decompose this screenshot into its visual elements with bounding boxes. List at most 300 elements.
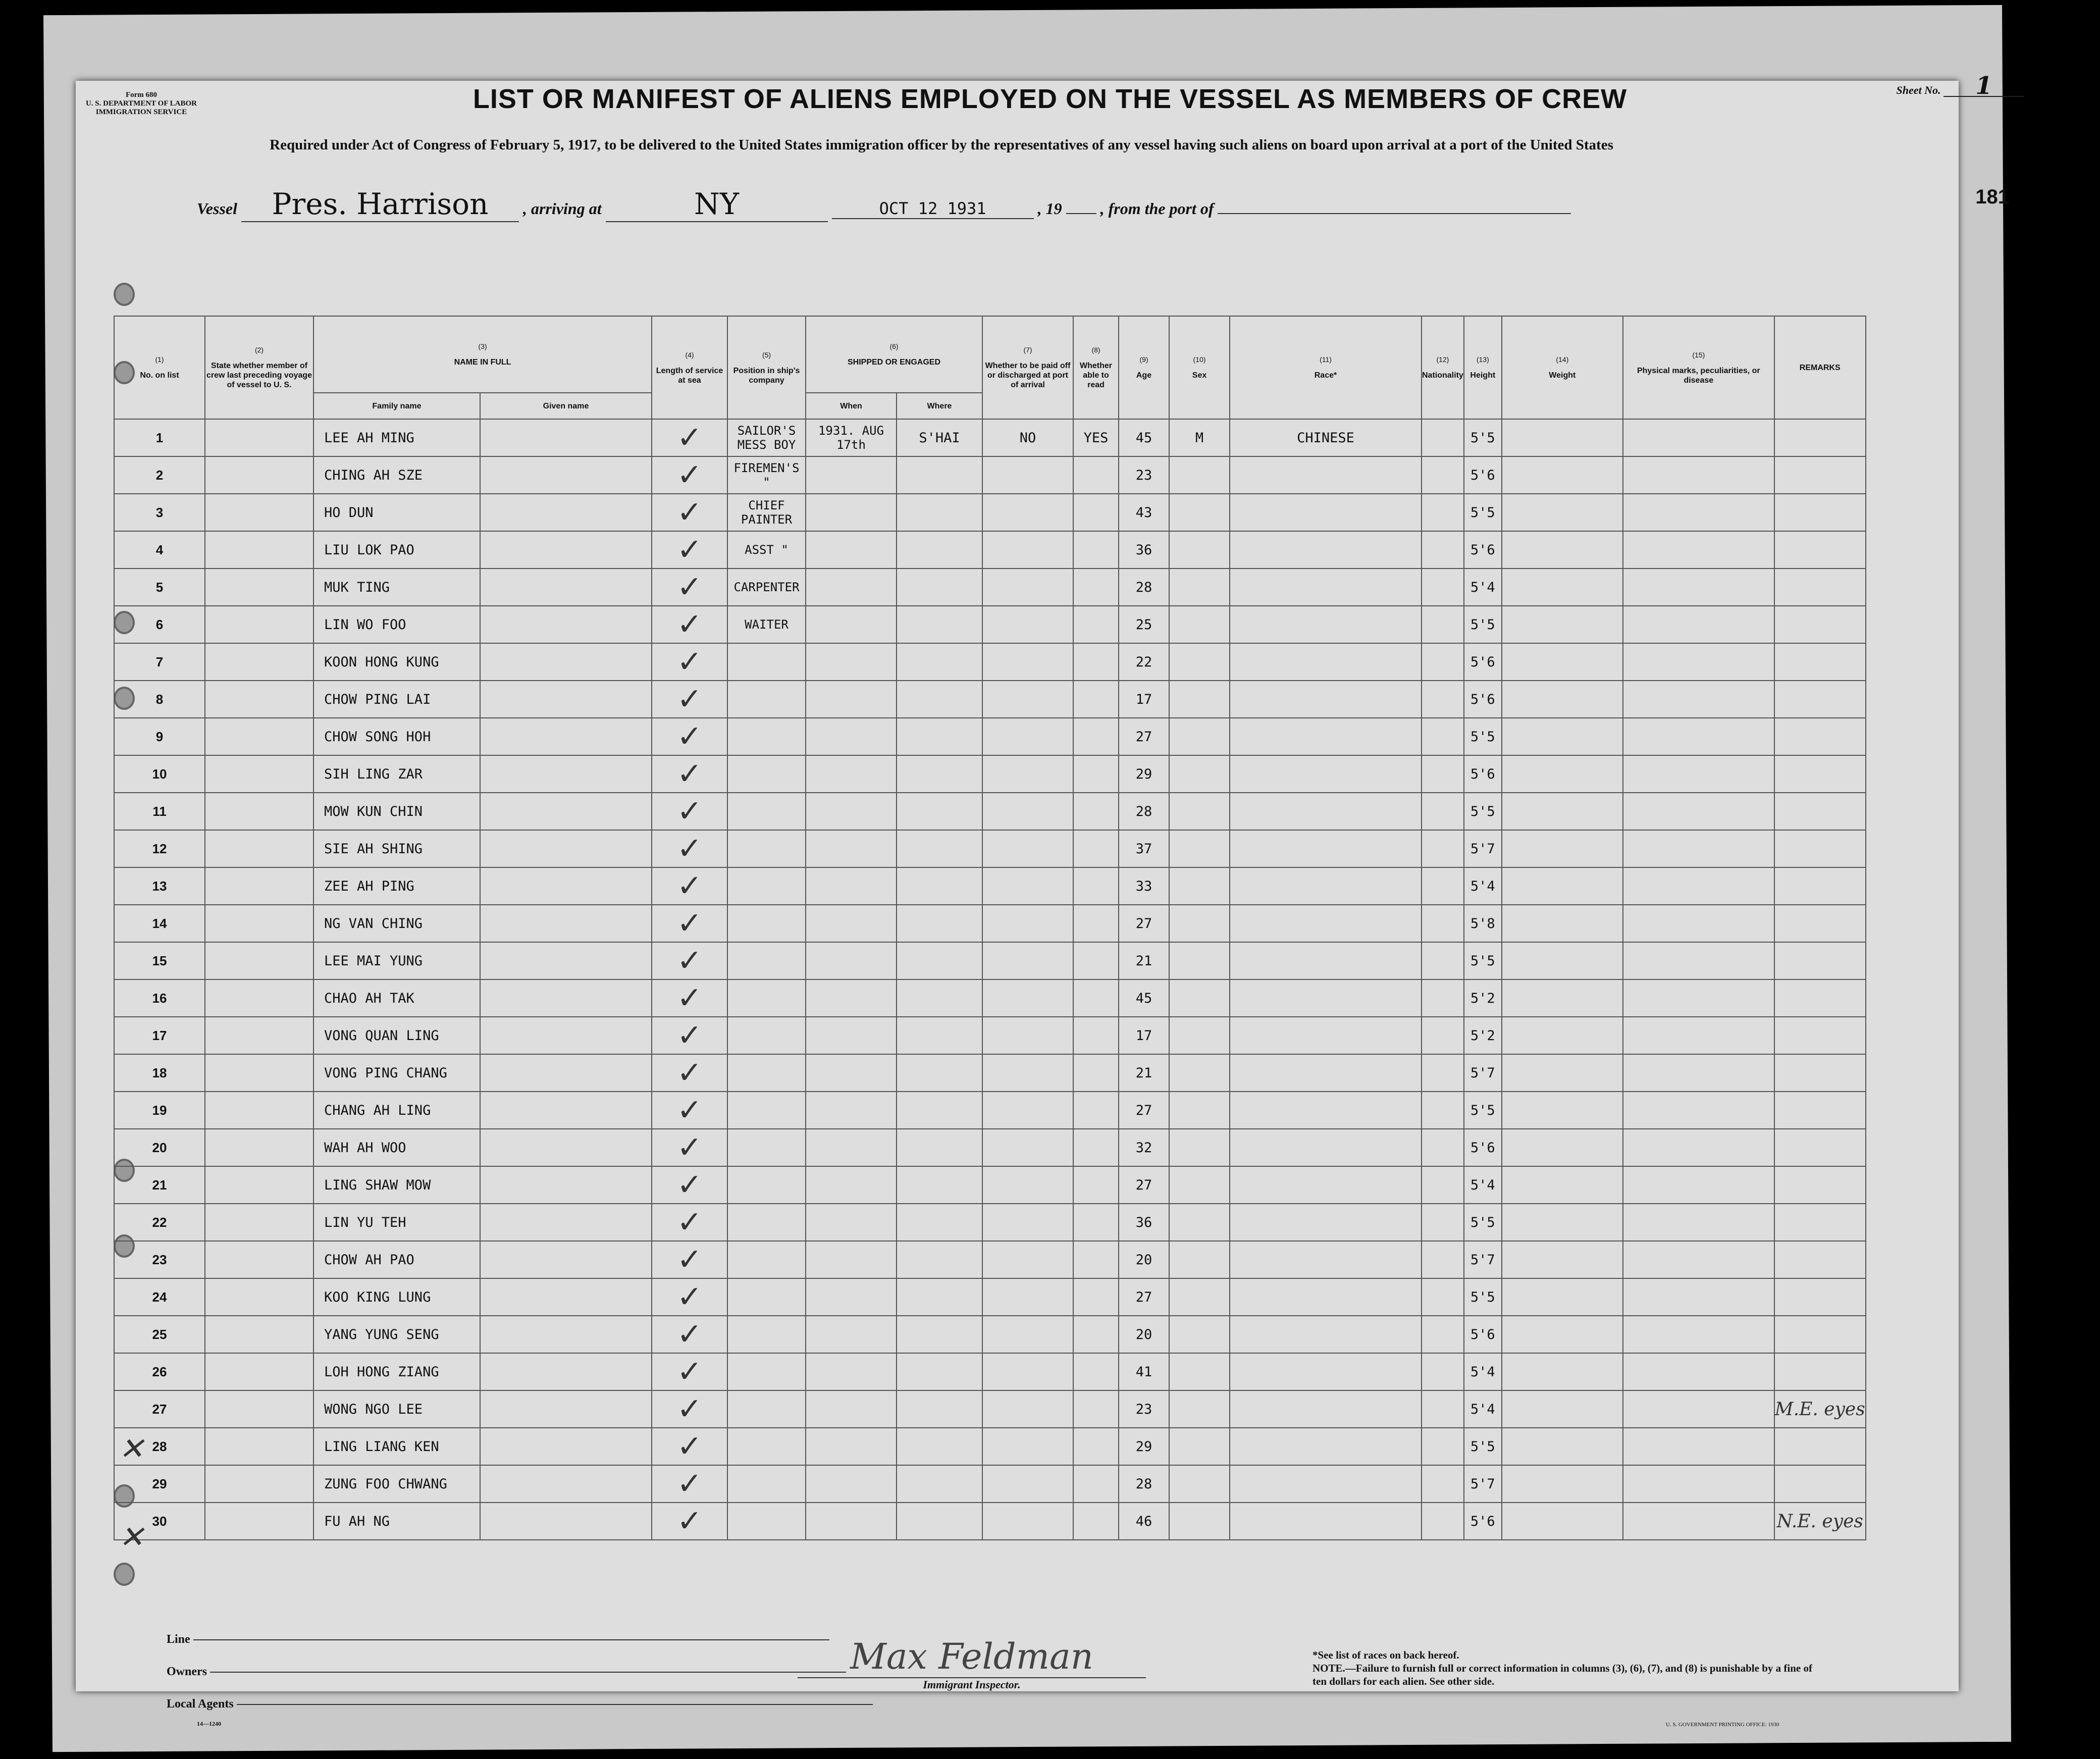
weight-cell bbox=[1502, 1204, 1623, 1241]
table-row bbox=[114, 1204, 1866, 1241]
age-cell: 37 bbox=[1119, 830, 1169, 867]
nationality-cell bbox=[1422, 606, 1464, 643]
family-name-cell: ZEE AH PING bbox=[313, 867, 480, 905]
inspector-signature: Max Feldman bbox=[850, 1636, 1093, 1677]
paid-off-cell bbox=[982, 1503, 1073, 1540]
able-to-read-cell bbox=[1073, 606, 1119, 643]
given-name-cell bbox=[480, 1390, 652, 1428]
last-voyage-cell bbox=[205, 1316, 313, 1353]
nationality-cell bbox=[1422, 681, 1464, 718]
physical-marks-cell bbox=[1623, 1465, 1774, 1503]
col-no-header: (1) No. on list bbox=[114, 316, 205, 419]
family-name-cell: ZUNG FOO CHWANG bbox=[313, 1465, 480, 1503]
shipped-where-cell bbox=[897, 1353, 982, 1390]
remarks-cell bbox=[1774, 1353, 1866, 1390]
paid-off-cell bbox=[982, 1428, 1073, 1465]
race-cell bbox=[1230, 1129, 1422, 1166]
col-read-header: (8) Whether able to read bbox=[1073, 316, 1119, 419]
physical-marks-cell bbox=[1623, 1054, 1774, 1092]
able-to-read-cell bbox=[1073, 867, 1119, 905]
shipped-when-cell bbox=[806, 1465, 897, 1503]
owners-label: Owners bbox=[167, 1665, 207, 1678]
physical-marks-cell bbox=[1623, 494, 1774, 531]
family-name-cell: MUK TING bbox=[313, 568, 480, 606]
row-number: 17 bbox=[114, 1017, 205, 1054]
shipped-when-cell bbox=[806, 1017, 897, 1054]
weight-cell bbox=[1502, 1241, 1623, 1278]
row-number: 24 bbox=[114, 1278, 205, 1316]
physical-marks-cell bbox=[1623, 979, 1774, 1017]
able-to-read-cell bbox=[1073, 979, 1119, 1017]
height-cell: 5'6 bbox=[1464, 1503, 1502, 1540]
table-row bbox=[114, 979, 1866, 1017]
able-to-read-cell bbox=[1073, 1503, 1119, 1540]
family-name-cell: KOON HONG KUNG bbox=[313, 643, 480, 681]
height-cell: 5'6 bbox=[1464, 1129, 1502, 1166]
sex-cell bbox=[1169, 1390, 1230, 1428]
height-cell: 5'5 bbox=[1464, 419, 1502, 456]
physical-marks-cell bbox=[1623, 718, 1774, 755]
able-to-read-cell bbox=[1073, 905, 1119, 942]
row-number: 22 bbox=[114, 1204, 205, 1241]
sex-cell bbox=[1169, 1241, 1230, 1278]
race-cell bbox=[1230, 793, 1422, 830]
row-number: 3 bbox=[114, 494, 205, 531]
race-cell bbox=[1230, 1017, 1422, 1054]
sex-cell bbox=[1169, 531, 1230, 568]
age-cell: 28 bbox=[1119, 568, 1169, 606]
table-row bbox=[114, 942, 1866, 979]
weight-cell bbox=[1502, 905, 1623, 942]
age-cell: 20 bbox=[1119, 1241, 1169, 1278]
document-subtitle: Required under Act of Congress of February 5, 1917, to be delivered to the United States immigration officer by the representatives of any vessel having such aliens on board upon arrival at a port of the United States bbox=[270, 137, 1613, 153]
header-row bbox=[114, 316, 1866, 393]
last-voyage-cell bbox=[205, 1166, 313, 1204]
weight-cell bbox=[1502, 1054, 1623, 1092]
paid-off-cell bbox=[982, 1017, 1073, 1054]
nationality-cell bbox=[1422, 1278, 1464, 1316]
sex-cell bbox=[1169, 1204, 1230, 1241]
able-to-read-cell bbox=[1073, 456, 1119, 494]
last-voyage-cell bbox=[205, 1204, 313, 1241]
physical-marks-cell bbox=[1623, 568, 1774, 606]
remarks-cell bbox=[1774, 942, 1866, 979]
able-to-read-cell bbox=[1073, 1166, 1119, 1204]
physical-marks-cell bbox=[1623, 1129, 1774, 1166]
nationality-cell bbox=[1422, 643, 1464, 681]
age-cell: 20 bbox=[1119, 1316, 1169, 1353]
race-cell bbox=[1230, 718, 1422, 755]
sex-cell bbox=[1169, 1166, 1230, 1204]
able-to-read-cell bbox=[1073, 942, 1119, 979]
shipped-where-cell bbox=[897, 1092, 982, 1129]
service-checkmark: ✓ bbox=[652, 1503, 727, 1540]
position-cell bbox=[727, 830, 806, 867]
age-cell: 23 bbox=[1119, 456, 1169, 494]
remarks-cell bbox=[1774, 1092, 1866, 1129]
age-cell: 28 bbox=[1119, 793, 1169, 830]
remarks-cell bbox=[1774, 1241, 1866, 1278]
shipped-when-cell bbox=[806, 1204, 897, 1241]
row-number: 21 bbox=[114, 1166, 205, 1204]
service-checkmark: ✓ bbox=[652, 830, 727, 867]
service-checkmark: ✓ bbox=[652, 755, 727, 793]
paid-off-cell bbox=[982, 718, 1073, 755]
service-checkmark: ✓ bbox=[652, 1166, 727, 1204]
given-name-cell bbox=[480, 1017, 652, 1054]
last-voyage-cell bbox=[205, 830, 313, 867]
arriving-label: , arriving at bbox=[523, 199, 602, 218]
weight-cell bbox=[1502, 830, 1623, 867]
height-cell: 5'7 bbox=[1464, 1465, 1502, 1503]
row-number: 29 bbox=[114, 1465, 205, 1503]
weight-cell bbox=[1502, 419, 1623, 456]
age-cell: 27 bbox=[1119, 1278, 1169, 1316]
shipped-when-cell bbox=[806, 1092, 897, 1129]
given-name-cell bbox=[480, 1054, 652, 1092]
weight-cell bbox=[1502, 1278, 1623, 1316]
shipped-where-cell bbox=[897, 905, 982, 942]
able-to-read-cell: YES bbox=[1073, 419, 1119, 456]
sex-cell bbox=[1169, 793, 1230, 830]
last-voyage-cell bbox=[205, 1129, 313, 1166]
row-number: 19 bbox=[114, 1092, 205, 1129]
paid-off-cell bbox=[982, 755, 1073, 793]
able-to-read-cell bbox=[1073, 1092, 1119, 1129]
nationality-cell bbox=[1422, 867, 1464, 905]
position-cell bbox=[727, 979, 806, 1017]
height-cell: 5'5 bbox=[1464, 718, 1502, 755]
table-row bbox=[114, 494, 1866, 531]
agents-label: Local Agents bbox=[167, 1697, 234, 1711]
shipped-where-cell bbox=[897, 1503, 982, 1540]
weight-cell bbox=[1502, 942, 1623, 979]
remarks-cell bbox=[1774, 681, 1866, 718]
nationality-cell bbox=[1422, 905, 1464, 942]
nationality-cell bbox=[1422, 1166, 1464, 1204]
race-cell bbox=[1230, 830, 1422, 867]
able-to-read-cell bbox=[1073, 568, 1119, 606]
physical-marks-cell bbox=[1623, 1390, 1774, 1428]
shipped-when-cell bbox=[806, 867, 897, 905]
age-cell: 29 bbox=[1119, 755, 1169, 793]
service-checkmark: ✓ bbox=[652, 867, 727, 905]
family-name-cell: WAH AH WOO bbox=[313, 1129, 480, 1166]
sheet-value: 1 bbox=[1944, 76, 2024, 97]
row-number: 5 bbox=[114, 568, 205, 606]
physical-marks-cell bbox=[1623, 867, 1774, 905]
given-name-cell bbox=[480, 1092, 652, 1129]
nationality-cell bbox=[1422, 718, 1464, 755]
physical-marks-cell bbox=[1623, 1166, 1774, 1204]
table-row bbox=[114, 1503, 1866, 1540]
shipped-where-cell bbox=[897, 755, 982, 793]
height-cell: 5'6 bbox=[1464, 531, 1502, 568]
height-cell: 5'5 bbox=[1464, 1278, 1502, 1316]
paid-off-cell bbox=[982, 1465, 1073, 1503]
table-row bbox=[114, 718, 1866, 755]
table-row bbox=[114, 643, 1866, 681]
weight-cell bbox=[1502, 456, 1623, 494]
given-name-cell bbox=[480, 1503, 652, 1540]
position-cell bbox=[727, 718, 806, 755]
shipped-when-cell bbox=[806, 718, 897, 755]
family-name-cell: CHAO AH TAK bbox=[313, 979, 480, 1017]
sex-cell bbox=[1169, 942, 1230, 979]
age-cell: 21 bbox=[1119, 1054, 1169, 1092]
age-cell: 21 bbox=[1119, 942, 1169, 979]
row-number: 27 bbox=[114, 1390, 205, 1428]
last-voyage-cell bbox=[205, 681, 313, 718]
last-voyage-cell bbox=[205, 419, 313, 456]
sex-cell bbox=[1169, 1503, 1230, 1540]
row-number: 20 bbox=[114, 1129, 205, 1166]
shipped-where-cell bbox=[897, 942, 982, 979]
service-checkmark: ✓ bbox=[652, 1390, 727, 1428]
inspector-block bbox=[798, 1636, 1146, 1691]
family-name-cell: CHOW AH PAO bbox=[313, 1241, 480, 1278]
age-cell: 28 bbox=[1119, 1465, 1169, 1503]
shipped-where-cell bbox=[897, 1017, 982, 1054]
race-cell bbox=[1230, 1353, 1422, 1390]
weight-cell bbox=[1502, 1316, 1623, 1353]
given-name-cell bbox=[480, 606, 652, 643]
remarks-cell bbox=[1774, 1204, 1866, 1241]
shipped-when-cell bbox=[806, 942, 897, 979]
given-name-cell bbox=[480, 718, 652, 755]
from-label: , from the port of bbox=[1100, 199, 1214, 218]
shipped-when-cell bbox=[806, 1316, 897, 1353]
remarks-cell bbox=[1774, 718, 1866, 755]
service-checkmark: ✓ bbox=[652, 1054, 727, 1092]
physical-marks-cell bbox=[1623, 1503, 1774, 1540]
nationality-cell bbox=[1422, 755, 1464, 793]
last-voyage-cell bbox=[205, 979, 313, 1017]
table-row bbox=[114, 1241, 1866, 1278]
last-voyage-cell bbox=[205, 494, 313, 531]
height-cell: 5'4 bbox=[1464, 1390, 1502, 1428]
row-number: 15 bbox=[114, 942, 205, 979]
nationality-cell bbox=[1422, 1503, 1464, 1540]
family-name-cell: LIU LOK PAO bbox=[313, 531, 480, 568]
physical-marks-cell bbox=[1623, 1278, 1774, 1316]
service-checkmark: ✓ bbox=[652, 456, 727, 494]
given-name-cell bbox=[480, 1316, 652, 1353]
race-cell bbox=[1230, 1428, 1422, 1465]
sex-cell bbox=[1169, 1129, 1230, 1166]
shipped-where-cell bbox=[897, 681, 982, 718]
physical-marks-cell bbox=[1623, 1241, 1774, 1278]
physical-marks-cell bbox=[1623, 1204, 1774, 1241]
service-checkmark: ✓ bbox=[652, 1017, 727, 1054]
row-number: 9 bbox=[114, 718, 205, 755]
able-to-read-cell bbox=[1073, 1278, 1119, 1316]
given-name-cell bbox=[480, 979, 652, 1017]
shipped-where-cell bbox=[897, 1166, 982, 1204]
paid-off-cell bbox=[982, 1316, 1073, 1353]
weight-cell bbox=[1502, 606, 1623, 643]
race-cell bbox=[1230, 1278, 1422, 1316]
physical-marks-cell bbox=[1623, 456, 1774, 494]
able-to-read-cell bbox=[1073, 1241, 1119, 1278]
paid-off-cell bbox=[982, 456, 1073, 494]
last-voyage-cell bbox=[205, 643, 313, 681]
table-row bbox=[114, 1054, 1866, 1092]
table-row bbox=[114, 867, 1866, 905]
service-checkmark: ✓ bbox=[652, 1465, 727, 1503]
given-name-cell bbox=[480, 1278, 652, 1316]
table-row bbox=[114, 755, 1866, 793]
family-name-cell: KOO KING LUNG bbox=[313, 1278, 480, 1316]
table-row bbox=[114, 1316, 1866, 1353]
shipped-when-cell bbox=[806, 1428, 897, 1465]
table-row bbox=[114, 1017, 1866, 1054]
sex-cell bbox=[1169, 905, 1230, 942]
position-cell: WAITER bbox=[727, 606, 806, 643]
age-cell: 25 bbox=[1119, 606, 1169, 643]
service-checkmark: ✓ bbox=[652, 531, 727, 568]
able-to-read-cell bbox=[1073, 1390, 1119, 1428]
race-cell bbox=[1230, 1503, 1422, 1540]
shipped-when-cell bbox=[806, 606, 897, 643]
physical-marks-cell bbox=[1623, 830, 1774, 867]
weight-cell bbox=[1502, 643, 1623, 681]
position-cell bbox=[727, 1017, 806, 1054]
age-cell: 33 bbox=[1119, 867, 1169, 905]
height-cell: 5'7 bbox=[1464, 1241, 1502, 1278]
nationality-cell bbox=[1422, 1017, 1464, 1054]
given-name-cell bbox=[480, 419, 652, 456]
table-row bbox=[114, 1428, 1866, 1465]
shipped-where-header: Where bbox=[897, 393, 982, 419]
remarks-cell bbox=[1774, 1017, 1866, 1054]
shipped-when-cell: 1931. AUG 17th bbox=[806, 419, 897, 456]
physical-marks-cell bbox=[1623, 793, 1774, 830]
shipped-when-cell bbox=[806, 1166, 897, 1204]
service-checkmark: ✓ bbox=[652, 1129, 727, 1166]
height-cell: 5'4 bbox=[1464, 1353, 1502, 1390]
race-cell bbox=[1230, 1092, 1422, 1129]
last-voyage-cell bbox=[205, 1503, 313, 1540]
last-voyage-cell bbox=[205, 718, 313, 755]
race-cell: CHINESE bbox=[1230, 419, 1422, 456]
sex-cell bbox=[1169, 979, 1230, 1017]
punch-hole bbox=[114, 1563, 135, 1586]
service-checkmark: ✓ bbox=[652, 643, 727, 681]
remarks-cell bbox=[1774, 568, 1866, 606]
punch-hole bbox=[114, 283, 135, 306]
row-number: 1 bbox=[114, 419, 205, 456]
race-cell bbox=[1230, 979, 1422, 1017]
able-to-read-cell bbox=[1073, 1129, 1119, 1166]
shipped-when-cell bbox=[806, 1353, 897, 1390]
row-number: 30 bbox=[114, 1503, 205, 1540]
weight-cell bbox=[1502, 755, 1623, 793]
position-cell bbox=[727, 1278, 806, 1316]
last-voyage-cell bbox=[205, 1465, 313, 1503]
physical-marks-cell bbox=[1623, 1017, 1774, 1054]
weight-cell bbox=[1502, 1129, 1623, 1166]
weight-cell bbox=[1502, 1353, 1623, 1390]
table-row bbox=[114, 419, 1866, 456]
shipped-when-cell bbox=[806, 830, 897, 867]
race-cell bbox=[1230, 905, 1422, 942]
sex-cell bbox=[1169, 1054, 1230, 1092]
service-checkmark: ✓ bbox=[652, 942, 727, 979]
able-to-read-cell bbox=[1073, 1353, 1119, 1390]
col-height-header: (13) Height bbox=[1464, 316, 1502, 419]
age-cell: 27 bbox=[1119, 718, 1169, 755]
weight-cell bbox=[1502, 494, 1623, 531]
agents-code: 14—1240 bbox=[197, 1720, 221, 1727]
shipped-where-cell bbox=[897, 1241, 982, 1278]
physical-marks-cell bbox=[1623, 643, 1774, 681]
age-cell: 27 bbox=[1119, 1166, 1169, 1204]
weight-cell bbox=[1502, 1465, 1623, 1503]
service-checkmark: ✓ bbox=[652, 606, 727, 643]
race-cell bbox=[1230, 568, 1422, 606]
sex-cell bbox=[1169, 1465, 1230, 1503]
nationality-cell bbox=[1422, 1390, 1464, 1428]
physical-marks-cell bbox=[1623, 531, 1774, 568]
age-cell: 43 bbox=[1119, 494, 1169, 531]
paid-off-cell bbox=[982, 867, 1073, 905]
sex-cell bbox=[1169, 1428, 1230, 1465]
service-checkmark: ✓ bbox=[652, 1316, 727, 1353]
table-row bbox=[114, 456, 1866, 494]
shipped-where-cell bbox=[897, 531, 982, 568]
col-nationality-header: (12) Nationality bbox=[1422, 316, 1464, 419]
table-row bbox=[114, 531, 1866, 568]
col-weight-header: (14) Weight bbox=[1502, 316, 1623, 419]
remarks-cell bbox=[1774, 867, 1866, 905]
paid-off-cell bbox=[982, 1204, 1073, 1241]
position-cell: FIREMEN'S " bbox=[727, 456, 806, 494]
shipped-when-cell bbox=[806, 494, 897, 531]
row-number: 2 bbox=[114, 456, 205, 494]
position-cell bbox=[727, 1428, 806, 1465]
physical-marks-cell bbox=[1623, 606, 1774, 643]
family-name-cell: LOH HONG ZIANG bbox=[313, 1353, 480, 1390]
weight-cell bbox=[1502, 979, 1623, 1017]
sheet-label: Sheet No. bbox=[1896, 84, 1941, 96]
paid-off-cell bbox=[982, 1241, 1073, 1278]
service-checkmark: ✓ bbox=[652, 979, 727, 1017]
race-cell bbox=[1230, 681, 1422, 718]
remarks-cell bbox=[1774, 606, 1866, 643]
shipped-when-header: When bbox=[806, 393, 897, 419]
shipped-when-cell bbox=[806, 755, 897, 793]
age-cell: 27 bbox=[1119, 905, 1169, 942]
service-checkmark: ✓ bbox=[652, 905, 727, 942]
paid-off-cell bbox=[982, 1390, 1073, 1428]
position-cell bbox=[727, 1390, 806, 1428]
last-voyage-cell bbox=[205, 867, 313, 905]
position-cell bbox=[727, 1054, 806, 1092]
shipped-where-cell bbox=[897, 643, 982, 681]
weight-cell bbox=[1502, 1428, 1623, 1465]
weight-cell bbox=[1502, 867, 1623, 905]
year-blank bbox=[1066, 213, 1096, 214]
able-to-read-cell bbox=[1073, 1428, 1119, 1465]
given-name-cell bbox=[480, 531, 652, 568]
nationality-cell bbox=[1422, 531, 1464, 568]
sex-cell bbox=[1169, 867, 1230, 905]
physical-marks-cell bbox=[1623, 1428, 1774, 1465]
race-cell bbox=[1230, 867, 1422, 905]
remarks-cell bbox=[1774, 419, 1866, 456]
height-cell: 5'6 bbox=[1464, 681, 1502, 718]
